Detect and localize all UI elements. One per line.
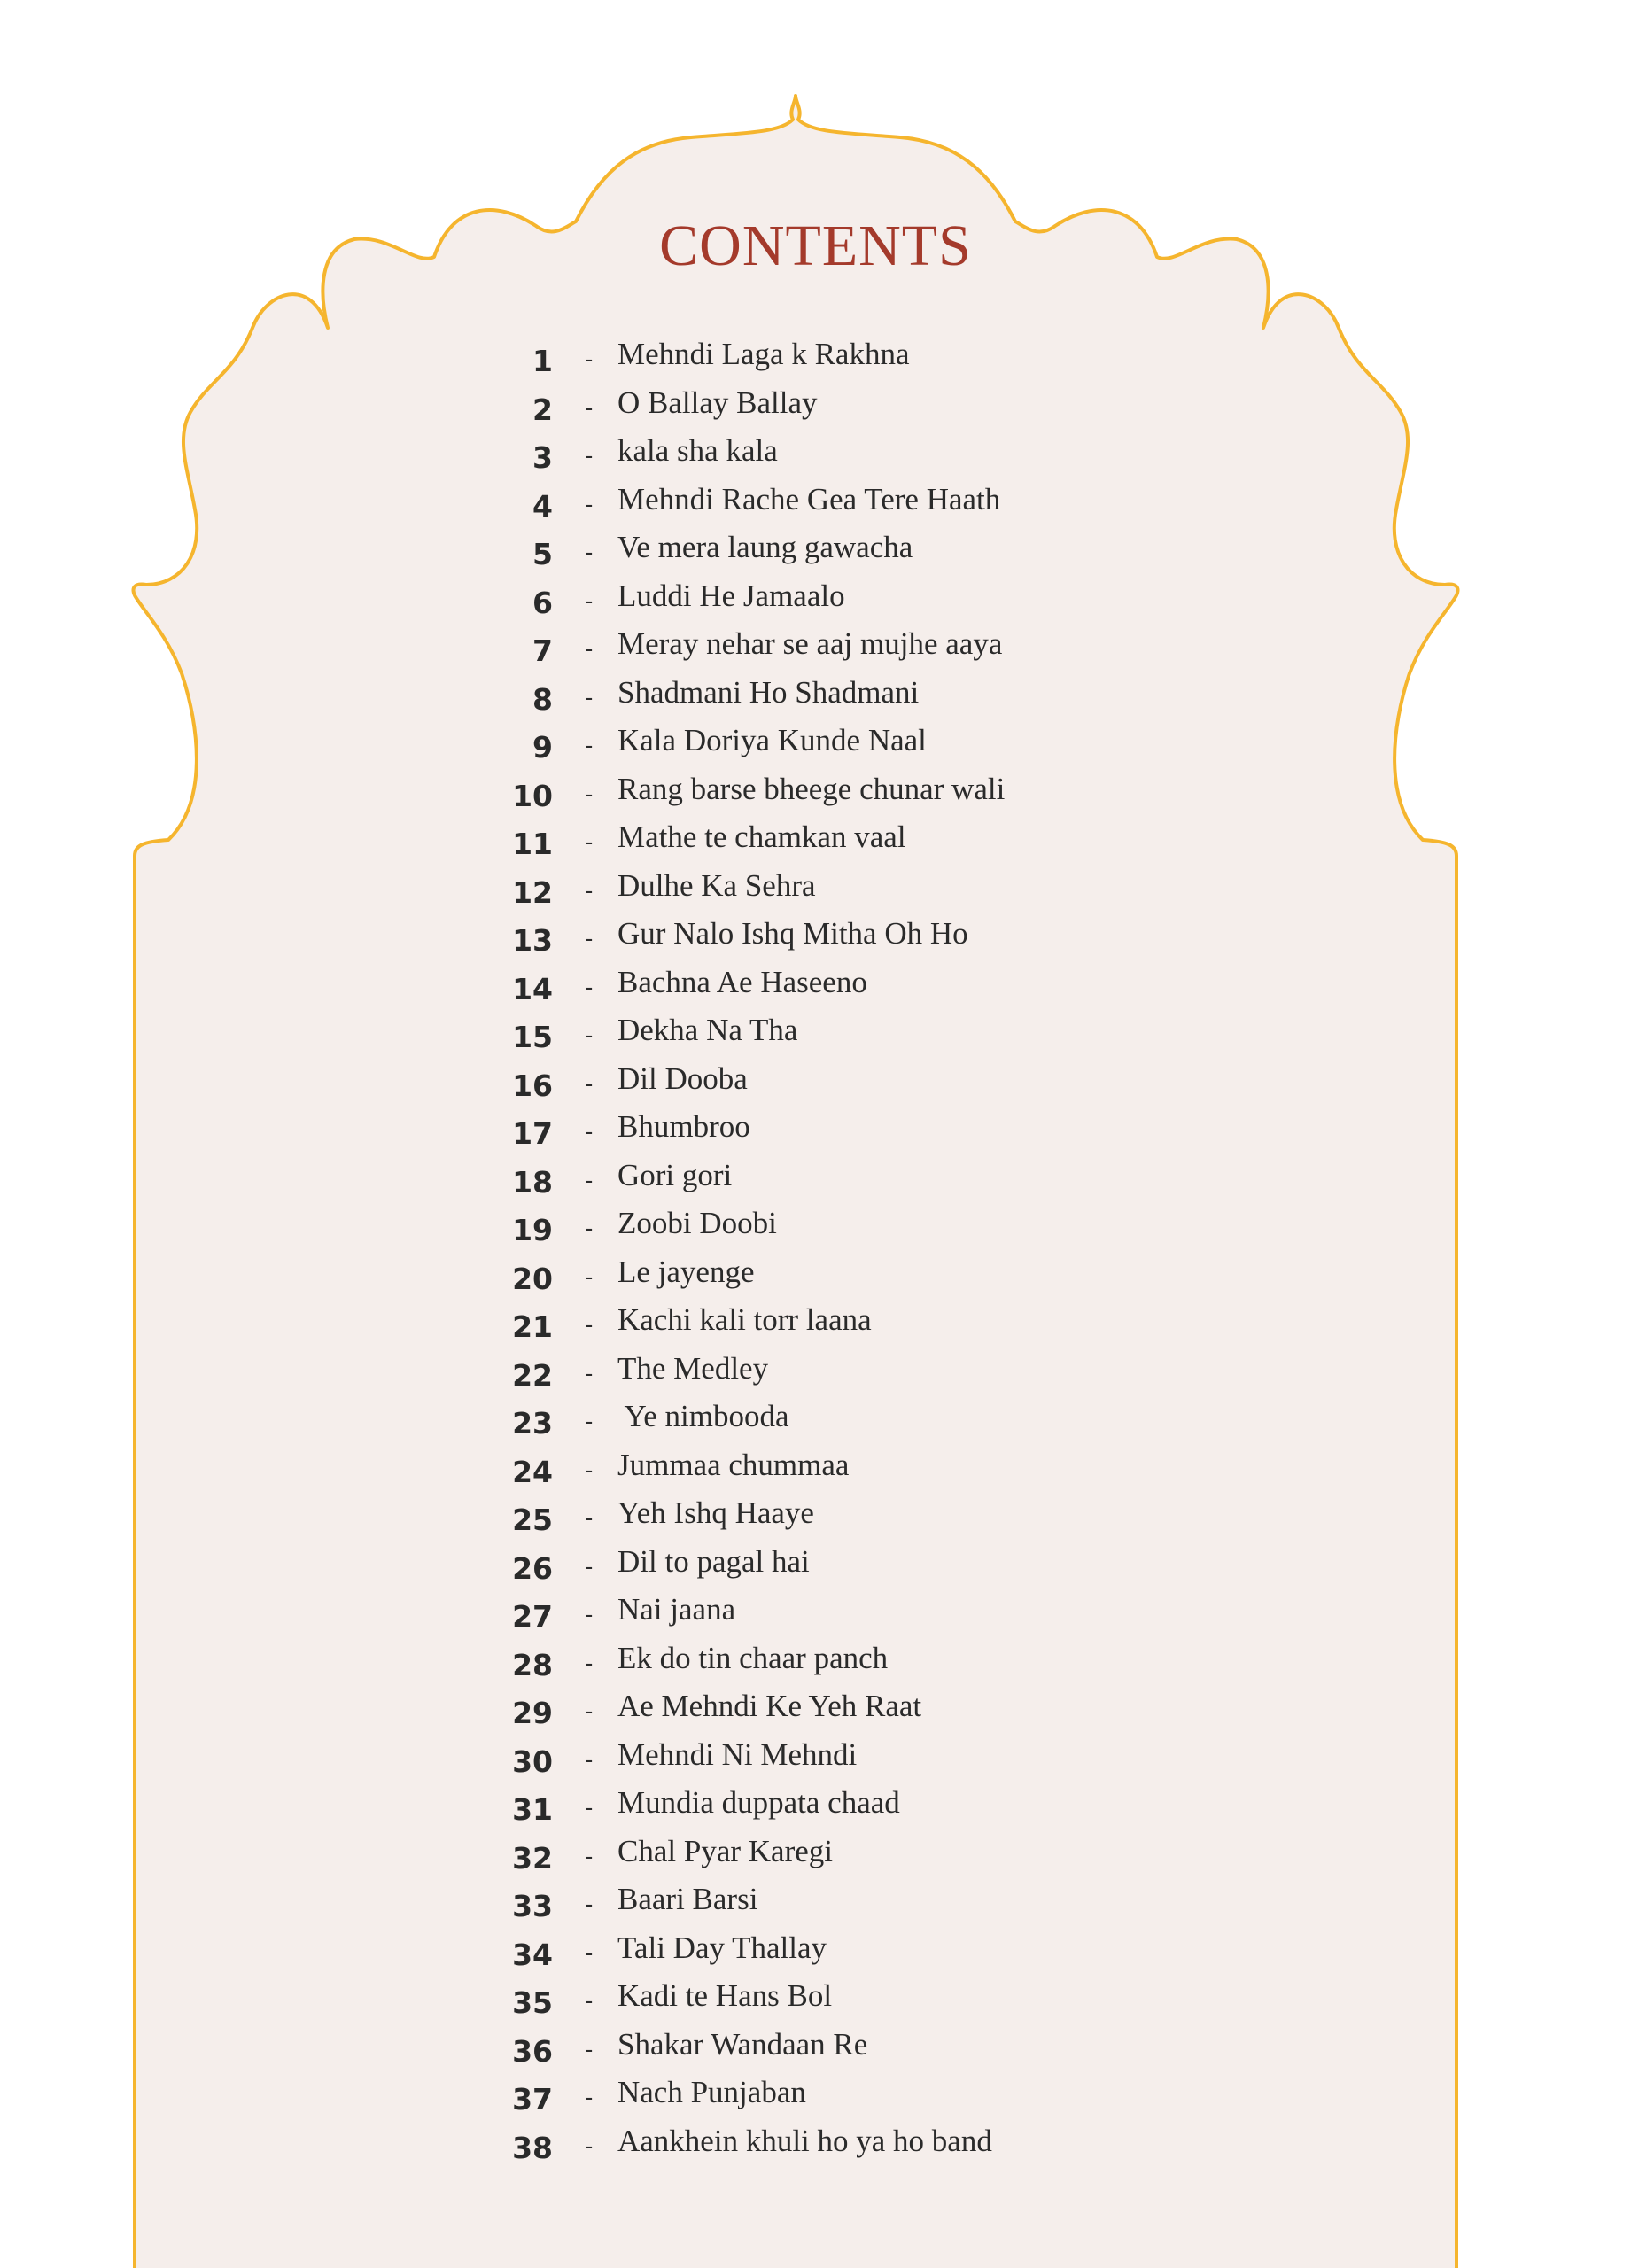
- toc-entry-number: 24: [512, 1454, 553, 1489]
- toc-entry-separator: -: [585, 1360, 594, 1387]
- toc-entry[interactable]: [496, 2118, 1293, 2167]
- toc-entry[interactable]: [496, 1249, 1293, 1298]
- toc-entry[interactable]: [496, 1490, 1293, 1539]
- toc-entry-separator: -: [585, 1070, 594, 1098]
- toc-entry-title: Chal Pyar Karegi: [617, 1833, 833, 1868]
- toc-entry-separator: -: [585, 877, 594, 905]
- toc-entry-separator: -: [585, 829, 594, 856]
- toc-entry-title: O Ballay Ballay: [617, 384, 818, 420]
- toc-entry-title: Dekha Na Tha: [617, 1013, 798, 1047]
- toc-entry-title: Mehndi Laga k Rakhna: [617, 337, 910, 371]
- toc-entry-number: 11: [512, 827, 553, 861]
- toc-entry-title: Kala Doriya Kunde Naal: [617, 723, 927, 757]
- toc-entry-number: 33: [512, 1889, 553, 1923]
- toc-entry-separator: -: [585, 733, 594, 759]
- toc-entry[interactable]: [496, 1780, 1293, 1829]
- toc-entry-title: Meray nehar se aaj mujhe aaya: [617, 626, 1003, 661]
- toc-entry-title: Tali Day Thallay: [617, 1930, 827, 1965]
- toc-entry-number: 28: [512, 1647, 553, 1682]
- toc-entry-number: 22: [512, 1357, 553, 1393]
- toc-entry-separator: -: [585, 2132, 594, 2160]
- toc-entry[interactable]: [496, 2022, 1293, 2070]
- toc-entry-title: Mehndi Rache Gea Tere Haath: [617, 481, 1001, 517]
- toc-entry-number: 25: [512, 1503, 553, 1537]
- toc-entry-number: 31: [512, 1792, 553, 1827]
- toc-entry-number: 12: [512, 874, 553, 910]
- toc-entry-separator: -: [585, 540, 594, 566]
- toc-entry-title: Mathe te chamkan vaal: [617, 819, 906, 854]
- toc-entry-title: Ek do tin chaar panch: [617, 1640, 889, 1675]
- toc-entry-separator: -: [585, 491, 594, 518]
- toc-entry-title: Bachna Ae Haseeno: [617, 964, 867, 999]
- toc-entry[interactable]: [496, 1007, 1293, 1056]
- contents-list: [496, 331, 1293, 2166]
- toc-entry-title: Le jayenge: [617, 1254, 755, 1289]
- toc-entry-title: Shadmani Ho Shadmani: [617, 674, 920, 710]
- toc-entry-separator: -: [585, 1843, 594, 1870]
- toc-entry-separator: -: [585, 2036, 594, 2063]
- toc-entry-title: Dulhe Ka Sehra: [617, 867, 816, 903]
- toc-entry-separator: -: [585, 684, 594, 711]
- toc-entry-title: Shakar Wandaan Re: [617, 2026, 868, 2062]
- toc-entry[interactable]: [496, 1635, 1293, 1684]
- toc-entry-number: 36: [512, 2033, 553, 2069]
- toc-entry[interactable]: [496, 1056, 1293, 1105]
- toc-entry-separator: -: [585, 443, 594, 470]
- toc-entry[interactable]: [496, 477, 1293, 525]
- toc-entry-number: 32: [512, 1840, 553, 1876]
- toc-entry-number: 4: [532, 488, 553, 524]
- toc-entry-separator: -: [585, 636, 594, 663]
- toc-entry-title: Dil Dooba: [617, 1060, 748, 1096]
- toc-entry-title: Ae Mehndi Ke Yeh Raat: [617, 1689, 922, 1723]
- toc-entry[interactable]: [496, 573, 1293, 622]
- toc-entry[interactable]: [496, 1973, 1293, 2022]
- toc-entry-separator: -: [585, 1553, 594, 1581]
- toc-entry-separator: -: [585, 346, 594, 373]
- toc-entry[interactable]: [496, 1732, 1293, 1781]
- toc-entry-separator: -: [585, 1119, 594, 1146]
- toc-entry[interactable]: [496, 670, 1293, 718]
- toc-entry[interactable]: [496, 863, 1293, 912]
- toc-entry[interactable]: [496, 331, 1293, 380]
- toc-entry-number: 27: [512, 1599, 553, 1634]
- toc-entry-number: 10: [512, 778, 553, 813]
- toc-entry-number: 19: [512, 1213, 553, 1247]
- toc-entry-separator: -: [585, 974, 594, 1001]
- toc-entry[interactable]: [496, 380, 1293, 429]
- toc-entry-number: 16: [512, 1068, 553, 1103]
- toc-entry[interactable]: [496, 718, 1293, 766]
- toc-entry-title: Aankhein khuli ho ya ho band: [617, 2123, 992, 2158]
- toc-entry-number: 18: [512, 1164, 553, 1200]
- toc-entry-title: Mundia duppata chaad: [617, 1785, 900, 1820]
- toc-entry-number: 29: [512, 1696, 553, 1730]
- toc-entry-number: 2: [532, 392, 553, 427]
- toc-entry-separator: -: [585, 1698, 594, 1725]
- toc-entry[interactable]: [496, 959, 1293, 1008]
- toc-entry-separator: -: [585, 2085, 594, 2111]
- toc-entry[interactable]: [496, 1153, 1293, 1201]
- toc-entry-separator: -: [585, 587, 594, 615]
- toc-entry-number: 21: [512, 1309, 553, 1344]
- toc-entry-number: 20: [512, 1261, 553, 1296]
- toc-entry-title: Nai jaana: [617, 1592, 736, 1627]
- toc-entry[interactable]: [496, 1587, 1293, 1635]
- toc-entry[interactable]: [496, 1683, 1293, 1732]
- toc-entry-separator: -: [585, 1505, 594, 1532]
- toc-entry-number: 38: [512, 2130, 553, 2165]
- toc-entry-title: Mehndi Ni Mehndi: [617, 1736, 858, 1772]
- toc-entry-separator: -: [585, 1312, 594, 1339]
- toc-entry[interactable]: [496, 1442, 1293, 1491]
- toc-entry-separator: -: [585, 1988, 594, 2015]
- toc-entry[interactable]: [496, 1876, 1293, 1925]
- toc-entry-number: 6: [532, 585, 553, 620]
- toc-entry-title: kala sha kala: [617, 433, 778, 468]
- toc-entry-separator: -: [585, 1216, 594, 1242]
- toc-entry-title: Bhumbroo: [617, 1109, 750, 1144]
- toc-entry-separator: -: [585, 1456, 594, 1484]
- toc-entry-separator: -: [585, 1650, 594, 1677]
- toc-entry[interactable]: [496, 1829, 1293, 1877]
- toc-entry[interactable]: [496, 814, 1293, 863]
- toc-entry-title: Baari Barsi: [617, 1882, 758, 1916]
- toc-entry-number: 15: [512, 1020, 553, 1054]
- toc-entry-number: 7: [532, 633, 553, 668]
- toc-entry[interactable]: [496, 766, 1293, 815]
- toc-entry-number: 5: [532, 537, 553, 571]
- toc-entry[interactable]: [496, 1394, 1293, 1442]
- toc-entry-title: Zoobi Doobi: [617, 1206, 777, 1240]
- toc-entry-separator: -: [585, 1022, 594, 1049]
- toc-entry-number: 1: [532, 344, 553, 378]
- toc-entry-number: 13: [512, 923, 553, 958]
- toc-entry[interactable]: [496, 621, 1293, 670]
- toc-entry-number: 35: [512, 1985, 553, 2020]
- toc-entry-number: 14: [512, 971, 553, 1006]
- toc-entry[interactable]: [496, 1104, 1293, 1153]
- toc-entry-number: 34: [512, 1937, 553, 1972]
- toc-entry-separator: -: [585, 394, 594, 422]
- toc-entry[interactable]: [496, 2070, 1293, 2118]
- toc-entry-title: Kadi te Hans Bol: [617, 1978, 833, 2013]
- toc-entry-number: 9: [532, 730, 553, 765]
- toc-entry-number: 26: [512, 1550, 553, 1586]
- page-title: CONTENTS: [659, 214, 972, 278]
- toc-entry[interactable]: [496, 524, 1293, 573]
- toc-entry[interactable]: [496, 911, 1293, 959]
- toc-entry-separator: -: [585, 1409, 594, 1435]
- toc-entry-separator: -: [585, 1939, 594, 1967]
- toc-entry-title: The Medley: [617, 1350, 769, 1386]
- toc-entry-separator: -: [585, 1795, 594, 1821]
- toc-entry-title: Gori gori: [617, 1157, 733, 1192]
- toc-entry-separator: -: [585, 926, 594, 952]
- toc-entry[interactable]: [496, 1925, 1293, 1974]
- toc-entry-number: 30: [512, 1744, 553, 1779]
- toc-entry-title: Jummaa chummaa: [617, 1447, 850, 1482]
- toc-entry-title: Ve mera laung gawacha: [617, 530, 913, 564]
- toc-entry-title: Ye nimbooda: [617, 1399, 789, 1433]
- toc-entry-separator: -: [585, 1602, 594, 1628]
- toc-entry-number: 23: [512, 1406, 553, 1441]
- toc-entry-title: Nach Punjaban: [617, 2075, 806, 2109]
- toc-entry-separator: -: [585, 781, 594, 808]
- toc-entry[interactable]: [496, 1200, 1293, 1249]
- toc-entry-title: Luddi He Jamaalo: [617, 578, 845, 613]
- toc-entry[interactable]: [496, 1539, 1293, 1588]
- toc-entry[interactable]: [496, 1297, 1293, 1346]
- toc-entry[interactable]: [496, 428, 1293, 477]
- toc-entry-separator: -: [585, 1891, 594, 1918]
- toc-entry-title: Dil to pagal hai: [617, 1543, 810, 1579]
- toc-entry-number: 8: [532, 681, 553, 717]
- toc-entry-separator: -: [585, 1746, 594, 1774]
- toc-entry-number: 17: [512, 1116, 553, 1151]
- toc-entry[interactable]: [496, 1346, 1293, 1394]
- toc-entry-title: Kachi kali torr laana: [617, 1302, 872, 1337]
- toc-entry-title: Gur Nalo Ishq Mitha Oh Ho: [617, 916, 968, 951]
- toc-entry-separator: -: [585, 1167, 594, 1194]
- toc-entry-separator: -: [585, 1263, 594, 1291]
- toc-entry-title: Rang barse bheege chunar wali: [617, 771, 1006, 806]
- toc-entry-number: 3: [532, 440, 553, 475]
- toc-entry-title: Yeh Ishq Haaye: [617, 1495, 814, 1530]
- toc-entry-number: 37: [512, 2082, 553, 2117]
